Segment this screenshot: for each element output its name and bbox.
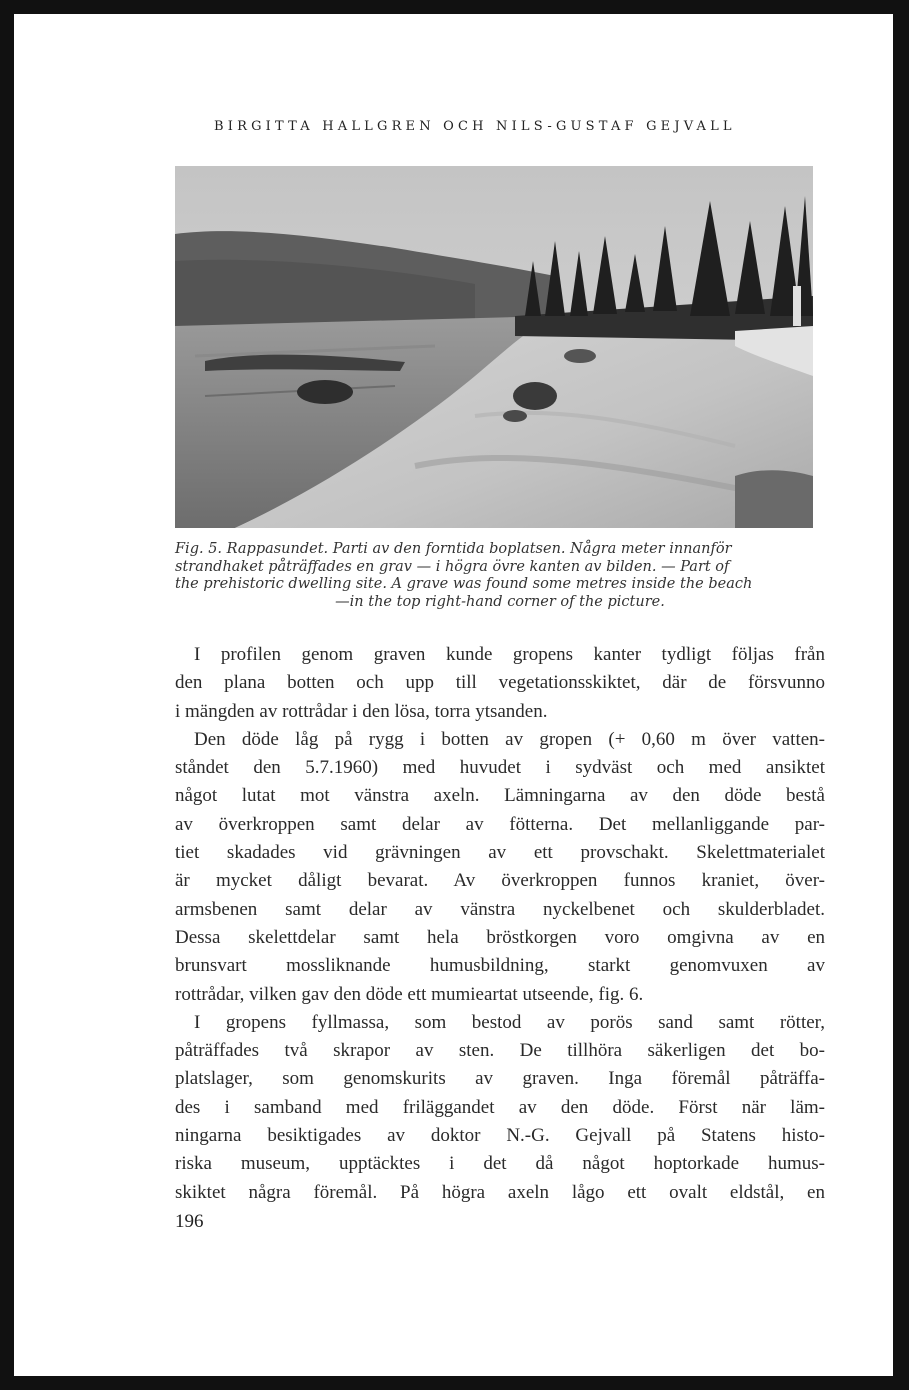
- text-line: platslager, som genomskurits av graven. Inga föremål påträffa-: [175, 1068, 825, 1090]
- caption-line: the prehistoric dwelling site. A grave was found some metres inside the beach: [175, 576, 753, 592]
- text-line: rottrådar, vilken gav den döde ett mumieartat utseende, fig. 6.: [175, 983, 644, 1005]
- text-line: armsbenen samt delar av vänstra nyckelbenet och skulderbladet.: [175, 898, 825, 920]
- text-line: något lutat mot vänstra axeln. Lämningarna av den döde bestå: [175, 785, 825, 807]
- text-line: I profilen genom graven kunde gropens kanter tydligt följas från: [194, 644, 825, 665]
- body-text: [175, 641, 825, 1207]
- text-line: påträffades två skrapor av sten. De tillhöra säkerligen det bo-: [175, 1040, 825, 1062]
- text-line: riska museum, upptäcktes i det då något hoptorkade humus-: [175, 1153, 825, 1175]
- caption-line: strandhaket påträffades en grav — i högra övre kanten av bilden. — Part of: [175, 558, 730, 575]
- text-line: ståndet den 5.7.1960) med huvudet i sydväst och med ansiktet: [175, 757, 825, 779]
- book-page: [14, 14, 893, 1376]
- text-line: ningarna besiktigades av doktor N.-G. Gejvall på Statens histo-: [175, 1125, 825, 1147]
- text-line: skiktet några föremål. På högra axeln lågo ett ovalt eldstål, en: [175, 1181, 825, 1203]
- caption-line: —in the top right-hand corner of the picture.: [335, 593, 665, 610]
- text-line: I gropens fyllmassa, som bestod av porös sand samt rötter,: [194, 1011, 825, 1033]
- text-line: brunsvart mossliknande humusbildning, starkt genomvuxen av: [175, 955, 825, 977]
- shore-photo-illustration: [175, 166, 813, 528]
- caption-line: Fig. 5. Rappasundet. Parti av den forntida boplatsen. Några meter innanför: [175, 541, 732, 557]
- page-number: 196: [175, 1211, 204, 1232]
- text-line: av överkroppen samt delar av fötterna. Det mellanliggande par-: [175, 813, 825, 835]
- photo-rappasundet-shore: [175, 166, 813, 528]
- text-line: den plana botten och upp till vegetationsskiktet, där de försvunno: [175, 672, 825, 694]
- figure-caption: [175, 541, 825, 611]
- running-head: BIRGITTA HALLGREN OCH NILS-GUSTAF GEJVALL: [214, 119, 736, 134]
- text-line: är mycket dåligt bevarat. Av överkroppen funnos kraniet, över-: [175, 870, 825, 892]
- text-line: Den döde låg på rygg i botten av gropen (+ 0,60 m över vatten-: [194, 728, 825, 750]
- text-line: Dessa skelettdelar samt hela bröstkorgen voro omgivna av en: [175, 926, 825, 948]
- text-line: des i samband med friläggandet av den döde. Först när läm-: [175, 1096, 825, 1118]
- text-line: i mängden av rottrådar i den lösa, torra ytsanden.: [175, 700, 548, 722]
- text-line: tiet skadades vid grävningen av ett provschakt. Skelettmaterialet: [175, 842, 825, 864]
